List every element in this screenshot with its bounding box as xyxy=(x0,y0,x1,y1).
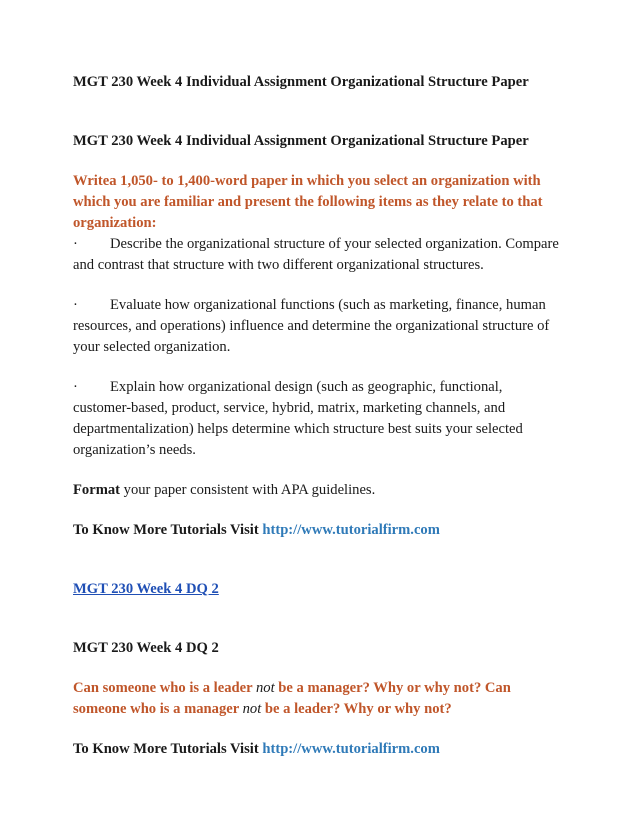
tutorial-promo-2 xyxy=(73,739,573,760)
intro-line: organization: xyxy=(73,215,157,231)
tutorial-link[interactable]: http://www.tutorialfirm.com xyxy=(262,741,440,757)
format-label: Format xyxy=(73,482,121,498)
bullet-text: Evaluate how organizational functions (such as marketing, finance, human xyxy=(110,297,546,313)
bullet-text: and contrast that structure with two different organizational structures. xyxy=(73,257,484,273)
question-text: be a manager? Why or why not? Can xyxy=(274,680,511,696)
bullet-text: departmentalization) helps determine which structure best suits your selected xyxy=(73,421,523,437)
bullet-item-2 xyxy=(73,295,573,358)
tutorial-promo-1 xyxy=(73,520,573,541)
emphasis-not: not xyxy=(255,680,275,696)
promo-text: To Know More Tutorials Visit xyxy=(73,741,263,757)
bullet-marker: · xyxy=(73,236,78,252)
question-text: be a leader? Why or why not? xyxy=(261,701,452,717)
dq-heading: MGT 230 Week 4 DQ 2 xyxy=(73,640,219,656)
dq-link[interactable]: MGT 230 Week 4 DQ 2 xyxy=(73,581,219,597)
bullet-text: Describe the organizational structure of your selected organization. Compare xyxy=(110,236,559,252)
emphasis-not: not xyxy=(242,701,262,717)
assignment-heading: MGT 230 Week 4 Individual Assignment Organizational Structure Paper xyxy=(73,133,529,149)
bullet-item-3 xyxy=(73,377,573,461)
bullet-text: customer-based, product, service, hybrid, matrix, marketing channels, and xyxy=(73,400,506,416)
dq-question xyxy=(73,678,573,720)
bullet-text: your selected organization. xyxy=(73,339,231,355)
bullet-text: organization’s needs. xyxy=(73,442,196,458)
question-text: Can someone who is a leader xyxy=(73,680,256,696)
document-title: MGT 230 Week 4 Individual Assignment Organizational Structure Paper xyxy=(73,74,529,90)
intro-line: which you are familiar and present the following items as they relate to that xyxy=(73,194,543,210)
format-text: your paper consistent with APA guidelines. xyxy=(120,482,376,498)
format-note xyxy=(73,480,573,501)
document-page xyxy=(73,72,573,760)
question-text: someone who is a manager xyxy=(73,701,243,717)
bullet-marker: · xyxy=(73,379,78,395)
bullet-item-1 xyxy=(73,234,573,276)
promo-text: To Know More Tutorials Visit xyxy=(73,522,263,538)
intro-line: Writea 1,050- to 1,400-word paper in which you select an organization with xyxy=(73,173,541,189)
bullet-text: Explain how organizational design (such as geographic, functional, xyxy=(110,379,503,395)
bullet-marker: · xyxy=(73,297,78,313)
tutorial-link[interactable]: http://www.tutorialfirm.com xyxy=(262,522,440,538)
assignment-intro xyxy=(73,171,573,234)
bullet-text: resources, and operations) influence and determine the organizational structure of xyxy=(73,318,550,334)
